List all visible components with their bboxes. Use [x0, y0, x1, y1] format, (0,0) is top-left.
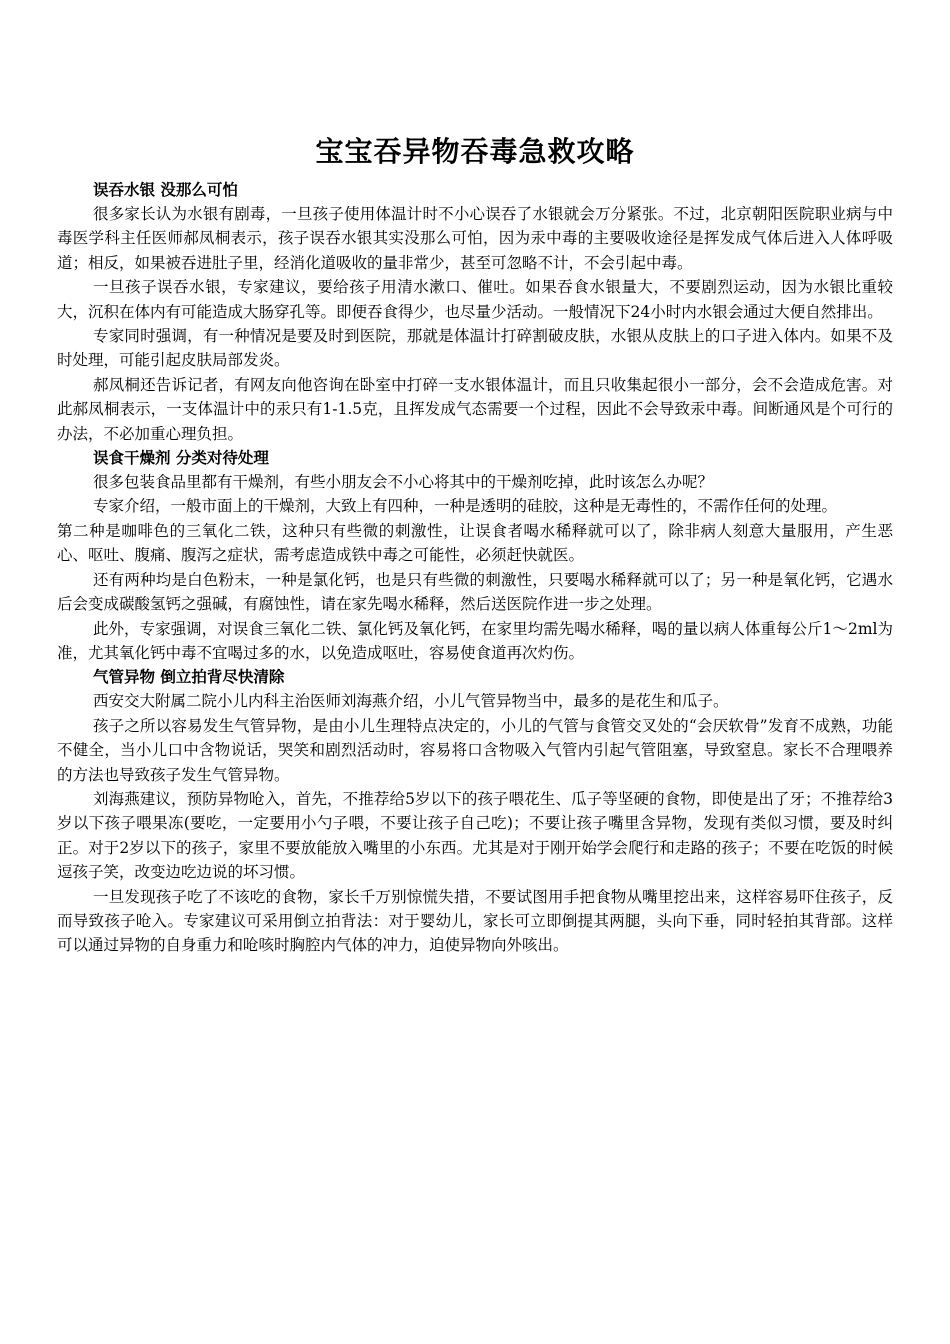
- paragraph: 很多包装食品里都有干燥剂，有些小朋友会不小心将其中的干燥剂吃掉，此时该怎么办呢？: [93, 473, 714, 492]
- paragraph: 很多家长认为水银有剧毒，一旦孩子使用体温计时不小心误吞了水银就会万分紧张。不过，北京朝阳医院职业病与中毒医学科主任医师郝凤桐表示，孩子误吞水银其实没那么可怕，因为汞中毒的主要吸收途径是挥发成气体后进入人体呼吸道；相反，如果被吞进肚子里，经消化道吸收的量非常少，甚至可忽略不计，不会引起中毒。: [57, 205, 893, 272]
- section-mercury: [57, 178, 893, 446]
- document-page: [57, 128, 893, 958]
- paragraph: 孩子之所以容易发生气管异物，是由小儿生理特点决定的，小儿的气管与食管交叉处的“会厌软骨”发育不成熟，功能不健全，当小儿口中含物说话，哭笑和剧烈活动时，容易将口含物吸入气管内引起气管阻塞，导致窒息。家长不合理喂养的方法也导致孩子发生气管异物。: [57, 716, 893, 784]
- section-heading: 气管异物 倒立拍背尽快清除: [93, 668, 285, 687]
- paragraph: 郝凤桐还告诉记者，有网友向他咨询在卧室中打碎一支水银体温计，而且只收集起很小一部分，会不会造成危害。对此郝凤桐表示，一支体温计中的汞只有1-1.5克，且挥发成气态需要一个过程，因此不会导致汞中毒。间断通风是个可行的办法，不必加重心理负担。: [57, 375, 893, 443]
- paragraph: 西安交大附属二院小儿内科主治医师刘海燕介绍，小儿气管异物当中，最多的是花生和瓜子。: [93, 692, 729, 711]
- paragraph: 专家介绍，一般市面上的干燥剂，大致上有四种，一种是透明的硅胶，这种是无毒性的，不需作任何的处理。: [93, 497, 838, 516]
- paragraph: 此外，专家强调，对误食三氧化二铁、氯化钙及氧化钙，在家里均需先喝水稀释，喝的量以病人体重每公斤1～2ml为准，尤其氧化钙中毒不宜喝过多的水，以免造成呕吐，容易使食道再次灼伤。: [57, 619, 893, 662]
- document-title: 宝宝吞异物吞毒急救攻略: [315, 135, 635, 168]
- paragraph: 一旦孩子误吞水银，专家建议，要给孩子用清水漱口、催吐。如果吞食水银量大，不要剧烈运动，因为水银比重较大，沉积在体内有可能造成大肠穿孔等。即便吞食得少，也尽量少活动。一般情况下24小时内水银会通过大便自然排出。: [57, 278, 893, 321]
- paragraph: 刘海燕建议，预防异物呛入，首先，不推荐给5岁以下的孩子喂花生、瓜子等坚硬的食物，即使是出了牙；不推荐给3岁以下孩子喂果冻(要吃，一定要用小勺子喂，不要让孩子自己吃)；不要让孩子嘴里含异物，发现有类似习惯，要及时纠正。对于2岁以下的孩子，家里不要放能放入嘴里的小东西。尤其是对于刚开始学会爬行和走路的孩子；不要在吃饭的时候逗孩子笑，改变边吃边说的坏习惯。: [57, 789, 893, 882]
- paragraph: 专家同时强调，有一种情况是要及时到医院，那就是体温计打碎割破皮肤，水银从皮肤上的口子进入体内。如果不及时处理，可能引起皮肤局部发炎。: [57, 327, 893, 370]
- paragraph: 第二种是咖啡色的三氧化二铁，这种只有些微的刺激性，让误食者喝水稀释就可以了，除非病人刻意大量服用，产生恶心、呕吐、腹痛、腹泻之症状，需考虑造成铁中毒之可能性，必须赶快就医。: [57, 521, 893, 565]
- paragraph: 还有两种均是白色粉末，一种是氯化钙，也是只有些微的刺激性，只要喝水稀释就可以了；另一种是氧化钙，它遇水后会变成碳酸氢钙之强碱，有腐蚀性，请在家先喝水稀释，然后送医院作进一步之处理。: [57, 570, 893, 614]
- section-heading: 误吞水银 没那么可怕: [93, 181, 238, 199]
- section-airway-foreign-body: [57, 665, 893, 957]
- section-heading: 误食干燥剂 分类对待处理: [93, 449, 269, 468]
- section-desiccant: [57, 446, 893, 665]
- paragraph: 一旦发现孩子吃了不该吃的食物，家长千万别惊慌失措，不要试图用手把食物从嘴里挖出来，这样容易吓住孩子，反而导致孩子呛入。专家建议可采用倒立拍背法：对于婴幼儿，家长可立即倒提其两腿，头向下垂，同时轻拍其背部。这样可以通过异物的自身重力和呛咳时胸腔内气体的冲力，迫使异物向外咳出。: [57, 887, 893, 955]
